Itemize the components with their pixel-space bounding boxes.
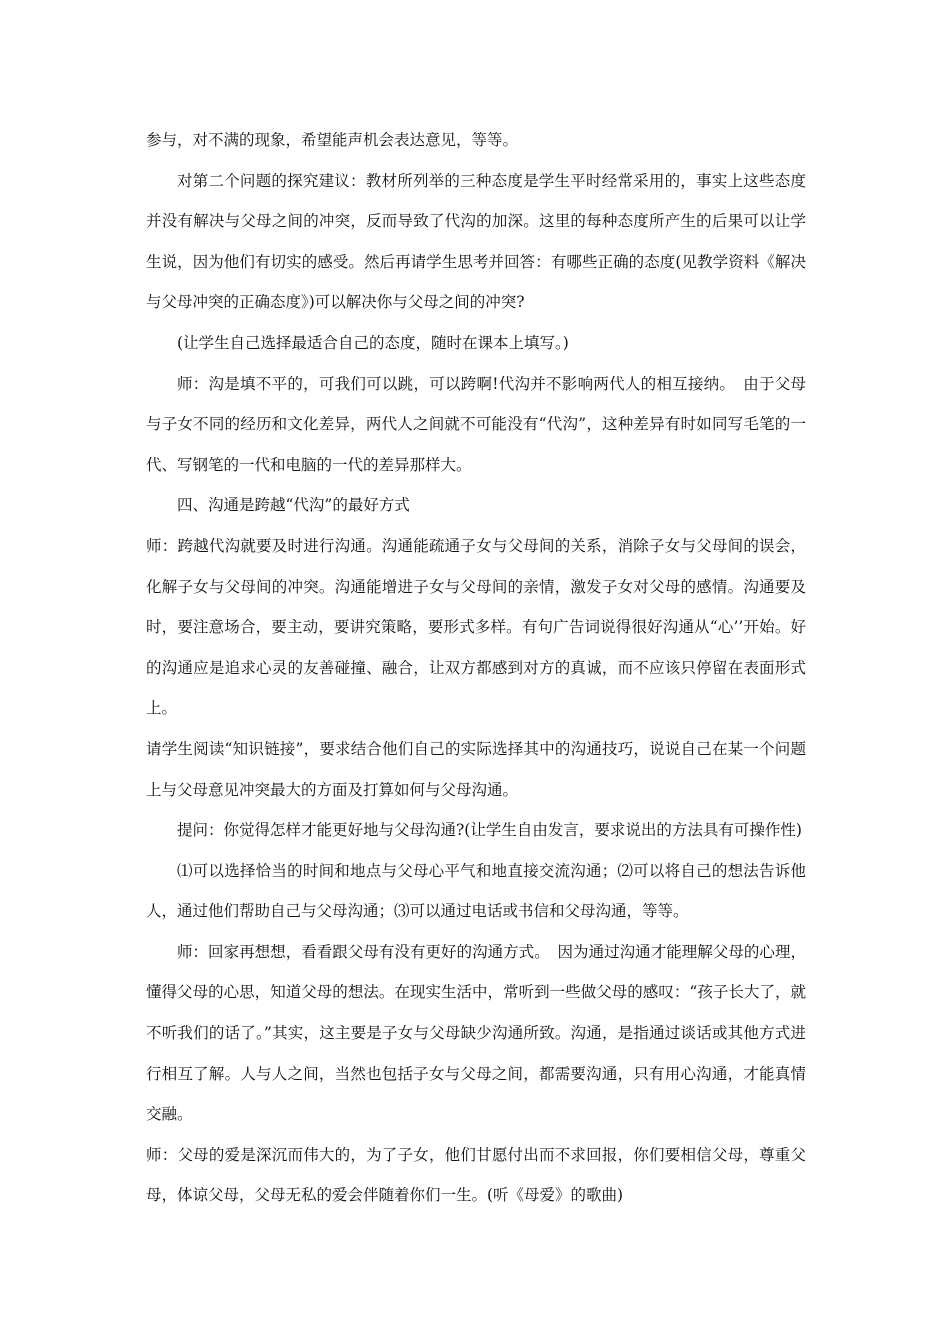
paragraph-teacher-think-again: 师：回家再想想，看看跟父母有没有更好的沟通方式。 因为通过沟通才能理解父母的心理，懂得父母的心思，知道父母的想法。在现实生活中，常听到一些做父母的感叹：“孩子长大了，就不听我们的话了。”其实，这主要是子女与父母缺少沟通所致。沟通，是指通过谈话或其他方式进行相互了解。人与人之间，当然也包括子女与父母之间，都需要沟通，只有用心沟通，才能真情交融。 bbox=[146, 942, 806, 1124]
paragraph-second-question-suggestion: 对第二个问题的探究建议：教材所列举的三种态度是学生平时经常采用的，事实上这些态度并没有解决与父母之间的冲突，反而导致了代沟的加深。这里的每种态度所产生的后果可以让学生说，因为他们有切实的感受。然后再请学生思考并回答：有哪些正确的态度(见教学资料《解决与父母冲突的正确态度》)可以解决你与父母之间的冲突? bbox=[146, 171, 806, 312]
paragraph-student-choice-note: (让学生自己选择最适合自己的态度，随时在课本上填写。) bbox=[177, 333, 569, 352]
paragraph-continuation: 参与，对不满的现象，希望能声机会表达意见，等等。 bbox=[146, 131, 519, 149]
section-heading-communication: 四、沟通是跨越“代沟”的最好方式 bbox=[177, 496, 410, 515]
paragraph-question: 提问：你觉得怎样才能更好地与父母沟通?(让学生自由发言，要求说出的方法具有可操作性) bbox=[177, 821, 802, 840]
document-body bbox=[146, 120, 806, 1216]
paragraph-teacher-generation-gap: 师：沟是填不平的，可我们可以跳，可以跨啊!代沟并不影响两代人的相互接纳。 由于父母与子女不同的经历和文化差异，两代人之间就不可能没有“代沟”，这种差异有时如同写毛笔的一代、写钢笔的一代和电脑的一代的差异那样大。 bbox=[146, 374, 806, 474]
paragraph-teacher-communication: 师：跨越代沟就要及时进行沟通。沟通能疏通子女与父母间的关系，消除子女与父母间的误会，化解子女与父母间的冲突。沟通能增进子女与父母间的亲情，激发子女对父母的感情。沟通要及时，要注意场合，要主动，要讲究策略，要形式多样。有句广告词说得很好沟通从“心’’开始。好的沟通应是追求心灵的友善碰撞、融合，让双方都感到对方的真诚，而不应该只停留在表面形式上。 bbox=[146, 536, 806, 718]
paragraph-knowledge-link: 请学生阅读“知识链接”，要求结合他们自己的实际选择其中的沟通技巧，说说自己在某一个问题上与父母意见冲突最大的方面及打算如何与父母沟通。 bbox=[146, 739, 806, 799]
paragraph-methods-list: ⑴可以选择恰当的时间和地点与父母心平气和地直接交流沟通；⑵可以将自己的想法告诉他人，通过他们帮助自己与父母沟通；⑶可以通过电话或书信和父母沟通，等等。 bbox=[146, 861, 806, 921]
paragraph-teacher-parents-love: 师：父母的爱是深沉而伟大的，为了子女，他们甘愿付出而不求回报，你们要相信父母，尊重父母，体谅父母，父母无私的爱会伴随着你们一生。(听《母爱》的歌曲) bbox=[146, 1145, 806, 1205]
